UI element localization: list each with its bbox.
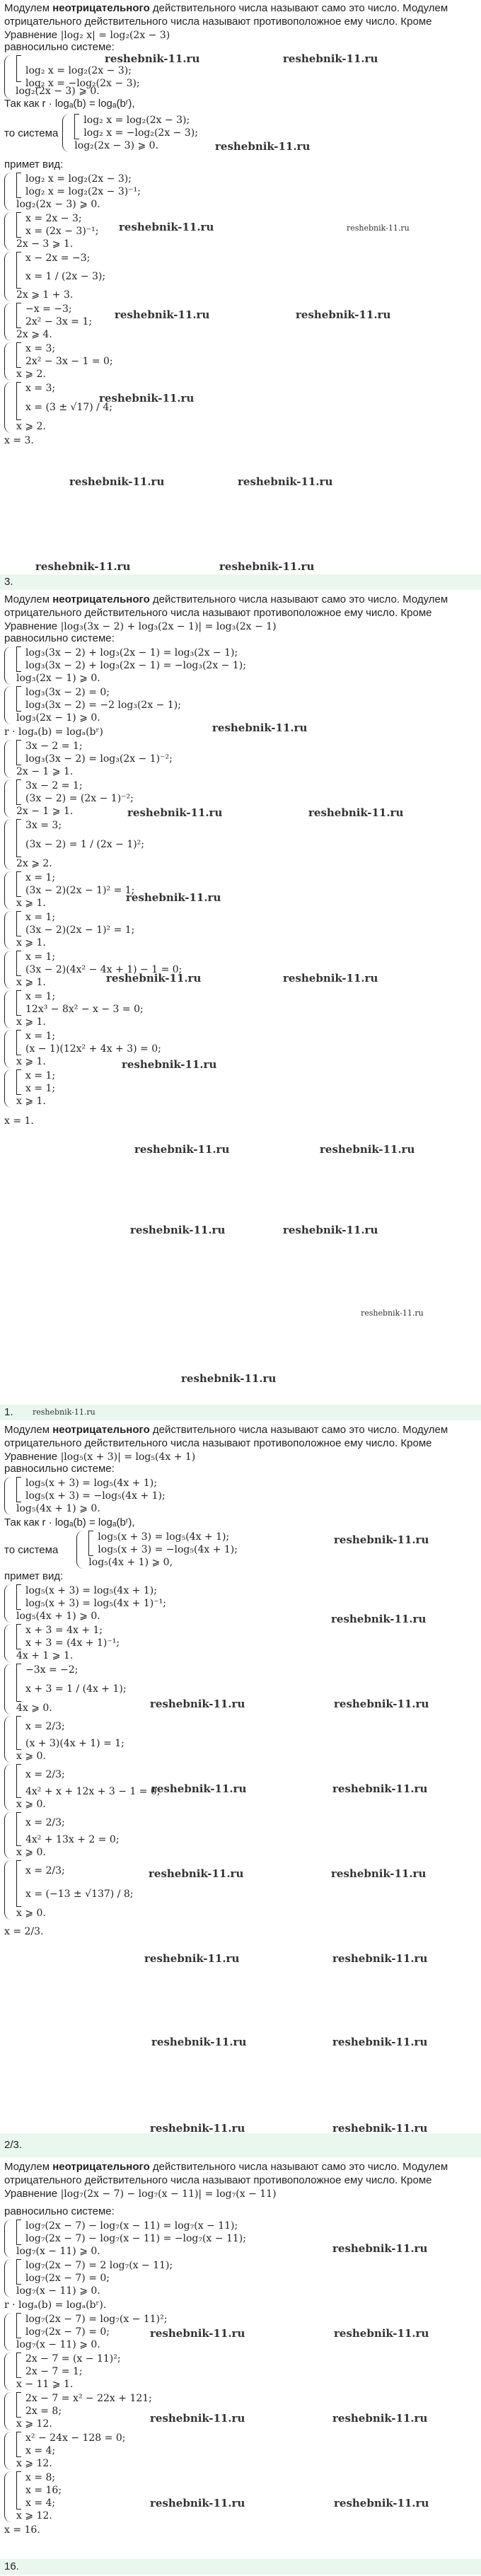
system [4, 1030, 481, 1068]
sys-line: log₃(2x − 1) ⩾ 0. [16, 712, 100, 724]
sys-line: log₃(3x − 2) + log₃(2x − 1) = −log₃(2x − 1); [25, 660, 246, 671]
sys-line: log₇(2x − 7) − log₇(x − 11) = −log₇(x − 11); [25, 2233, 246, 2244]
sys-line: 2x = 8; [25, 2406, 62, 2417]
sys-line: log₇(x − 11) ⩾ 0. [16, 2246, 100, 2257]
sys-line: x ⩾ 0. [16, 1751, 46, 1762]
sys-line: 3x − 2 = 1; [25, 780, 83, 791]
intro-text: Модулем неотрицательного действительного числа называют само это число. Модулем отрицательного действительного числа называют противоположное ему число. Кроме [4, 593, 448, 619]
sys-line: log₅(x + 3) = log₅(4x + 1); [25, 1585, 157, 1596]
watermark: reshebnik-11.ru [126, 891, 221, 904]
equation: |log₅(x + 3)| = log₅(4x + 1) [60, 1451, 196, 1463]
equiv-text: равносильно системе: [4, 2205, 115, 2217]
final-result: x = 1. [4, 1115, 34, 1127]
equation-label: Уравнение [4, 620, 58, 632]
sys-line: x = 16; [25, 2485, 62, 2496]
watermark: reshebnik-11.ru [332, 2122, 428, 2135]
sys-line: x = (2x − 3)⁻¹; [25, 226, 99, 237]
watermark: reshebnik-11.ru [332, 1782, 428, 1795]
sys-line: x = 2/3; [25, 1865, 65, 1876]
watermark: reshebnik-11.ru [320, 1143, 415, 1156]
sys-line: 2x − 3 ⩾ 1. [16, 238, 74, 250]
watermark: reshebnik-11.ru [283, 52, 378, 65]
watermark: reshebnik-11.ru [151, 1782, 247, 1795]
sys-line: (x + 3)(4x + 1) = 1; [25, 1738, 124, 1749]
watermark: reshebnik-11.ru [332, 2412, 428, 2425]
sys-line: x = 8; [25, 2472, 56, 2483]
watermark: reshebnik-11.ru [347, 224, 410, 233]
then-text: то система [4, 127, 59, 139]
sys-line: 3x = 3; [25, 820, 62, 831]
system [4, 2352, 481, 2391]
watermark: reshebnik-11.ru [332, 1952, 428, 1965]
system [76, 1531, 238, 1569]
sys-line: log₇(2x − 7) − log₇(x − 11) = log₇(x − 11); [25, 2220, 238, 2232]
sys-line: x = (3 ± √17) / 4; [25, 402, 112, 413]
system [4, 686, 481, 724]
watermark: reshebnik-11.ru [122, 1058, 217, 1071]
system [4, 1624, 481, 1662]
sys-line: x ⩾ 12. [16, 2418, 52, 2430]
sys-line: log₂ x = −log₂(2x − 3); [25, 78, 140, 89]
watermark: reshebnik-11.ru [134, 1143, 230, 1156]
intro-text: Модулем неотрицательного действительного числа называют само это число. Модулем отрицательного действительного числа называют противоположное ему число. Кроме [4, 2, 448, 28]
watermark: reshebnik-11.ru [130, 1224, 226, 1236]
final-result: x = 16. [4, 2524, 40, 2536]
sys-line: log₂ x = log₂(2x − 3)⁻¹; [25, 186, 141, 197]
equation: |log₃(3x − 2) + log₃(2x − 1)| = log₃(2x − 1) [60, 621, 277, 632]
sys-line: x − 11 ⩾ 1. [16, 2379, 74, 2390]
sys-line: x = 4; [25, 2497, 56, 2509]
since-text: r · logₐ(b) = logₐ(bʳ) [4, 726, 103, 738]
sys-line: x = 1; [25, 1070, 56, 1081]
sys-line: 2x² − 3x − 1 = 0; [25, 356, 113, 367]
since-text: Так как r · logₐ(b) = logₐ(bʳ), [4, 98, 135, 110]
sys-line: x ⩾ 1. [16, 1056, 46, 1067]
sys-line: x = 1; [25, 951, 56, 963]
sys-line: 2x − 1 ⩾ 1. [16, 806, 74, 817]
sys-line: 4x + 1 ⩾ 1. [16, 1650, 74, 1661]
watermark: reshebnik-11.ru [33, 1408, 95, 1417]
watermark: reshebnik-11.ru [144, 1952, 240, 1965]
sys-line: 12x³ − 8x² − x − 3 = 0; [25, 1004, 144, 1015]
sys-line: 2x − 7 = (x − 11)²; [25, 2353, 121, 2365]
sys-line: log₂(2x − 3) ⩾ 0. [16, 199, 100, 210]
sys-line: log₅(4x + 1) ⩾ 0. [16, 1611, 100, 1622]
sys-line: x ⩾ 2. [16, 421, 46, 432]
system [4, 779, 481, 818]
system [4, 951, 481, 989]
system [4, 646, 481, 685]
system [4, 303, 481, 341]
sys-line: −3x = −2; [25, 1664, 79, 1676]
answer-4: 16. [0, 2559, 481, 2575]
sys-line: 2x ⩾ 2. [16, 858, 52, 869]
sys-line: (x − 1)(12x² + 4x + 3) = 0; [25, 1043, 161, 1055]
system [4, 173, 481, 211]
watermark: reshebnik-11.ru [283, 972, 378, 985]
watermark: reshebnik-11.ru [127, 806, 223, 819]
watermark: reshebnik-11.ru [105, 52, 200, 65]
sys-line: log₇(2x − 7) = 2 log₇(x − 11); [25, 2260, 173, 2271]
watermark: reshebnik-11.ru [334, 1698, 429, 1710]
equiv-text: равносильно системе: [4, 1463, 115, 1475]
sys-line: log₅(x + 3) = log₅(4x + 1); [98, 1531, 230, 1543]
sys-line: 4x² + x + 12x + 3 − 1 = 0; [25, 1786, 161, 1797]
sys-line: x + 3 = 4x + 1; [25, 1625, 103, 1636]
watermark: reshebnik-11.ru [361, 1309, 424, 1318]
equation-label: Уравнение [4, 29, 58, 41]
sys-line: x − 2x = −3; [25, 253, 91, 264]
sys-line: x = 3; [25, 343, 56, 354]
final-result: x = 3. [4, 435, 34, 446]
sys-line: x ⩾ 2. [16, 369, 46, 380]
watermark: reshebnik-11.ru [99, 392, 195, 405]
then-text: то система [4, 1543, 59, 1556]
watermark: reshebnik-11.ru [331, 1613, 427, 1625]
sys-line: log₇(x − 11) ⩾ 0. [16, 2339, 100, 2350]
sys-line: log₂(2x − 3) ⩾ 0. [16, 86, 100, 97]
sys-line: x ⩾ 0. [16, 1847, 46, 1858]
watermark: reshebnik-11.ru [334, 1533, 429, 1546]
sys-line: log₂(2x − 3) ⩾ 0. [74, 140, 159, 151]
sys-line: −x = −3; [25, 303, 72, 315]
watermark: reshebnik-11.ru [149, 1867, 244, 1880]
sys-line: log₇(2x − 7) = 0; [25, 2273, 110, 2284]
watermark: reshebnik-11.ru [35, 560, 131, 573]
sys-line: x ⩾ 1. [16, 898, 46, 909]
watermark: reshebnik-11.ru [238, 475, 333, 488]
sys-line: x = (−13 ± √137) / 8; [25, 1889, 134, 1900]
sys-line: log₂ x = log₂(2x − 3); [25, 173, 132, 185]
watermark: reshebnik-11.ru [219, 560, 315, 573]
system [4, 1812, 481, 1859]
sys-line: (3x − 2)(4x² − 4x + 1) − 1 = 0; [25, 964, 182, 975]
solution-3 [0, 1422, 481, 1942]
sys-line: (3x − 2) = (2x − 1)⁻²; [25, 793, 134, 804]
sys-line: log₃(3x − 2) + log₃(2x − 1) = log₃(2x − 1); [25, 647, 238, 658]
sys-line: 4x ⩾ 0. [16, 1702, 52, 1714]
sys-line: 4x² + 13x + 2 = 0; [25, 1834, 120, 1845]
watermark: reshebnik-11.ru [296, 308, 391, 321]
sys-line: x = 1; [25, 872, 56, 883]
watermark: reshebnik-11.ru [150, 2122, 245, 2135]
sys-line: 2x − 1 ⩾ 1. [16, 766, 74, 777]
watermark: reshebnik-11.ru [106, 972, 202, 985]
since-text: Так как r · logₐ(b) = logₐ(bʳ), [4, 1516, 135, 1528]
sys-line: log₃(3x − 2) = 0; [25, 687, 110, 698]
sys-line: log₅(x + 3) = −log₅(4x + 1); [98, 1544, 238, 1555]
sys-line: 2x ⩾ 1 + 3. [16, 289, 74, 301]
sys-line: log₂ x = log₂(2x − 3); [25, 65, 132, 76]
watermark: reshebnik-11.ru [283, 1224, 378, 1236]
sys-line: (3x − 2) = 1 / (2x − 1)²; [25, 839, 145, 850]
sys-line: log₃(3x − 2) = −2 log₃(2x − 1); [25, 700, 181, 711]
watermark: reshebnik-11.ru [150, 2497, 245, 2510]
solution-4 [0, 2159, 481, 2536]
sys-line: 2x² − 3x = 1; [25, 316, 93, 327]
system [4, 990, 481, 1028]
watermark: reshebnik-11.ru [150, 1698, 245, 1710]
intro-text: Модулем неотрицательного действительного числа называют само это число. Модулем отрицательного действительного числа называют противоположное ему число. Кроме [4, 2161, 448, 2186]
answer-2: 1. [0, 1405, 481, 1420]
sys-line: x + 3 = (4x + 1)⁻¹; [25, 1637, 120, 1649]
sys-line: 2x − 7 = 1; [25, 2366, 83, 2377]
sys-line: log₅(x + 3) = −log₅(4x + 1); [25, 1490, 166, 1502]
system [4, 1477, 481, 1515]
sys-line: log₅(x + 3) = log₅(4x + 1)⁻¹; [25, 1598, 166, 1609]
sys-line: x + 3 = 1 / (4x + 1); [25, 1683, 127, 1695]
equation: |log₇(2x − 7) − log₇(x − 11)| = log₇(x − 11) [60, 2188, 277, 2200]
sys-line: x = 2/3; [25, 1721, 65, 1732]
watermark: reshebnik-11.ru [151, 2036, 247, 2048]
system [4, 740, 481, 778]
sys-line: x = 2/3; [25, 1817, 65, 1828]
sys-line: log₂ x = log₂(2x − 3); [83, 115, 190, 126]
sys-line: x = 1; [25, 912, 56, 923]
system [4, 911, 481, 949]
system [4, 2259, 481, 2297]
form-text: примет вид: [4, 1570, 64, 1582]
equiv-text: равносильно системе: [4, 41, 115, 53]
system [4, 382, 481, 433]
sys-line: x ⩾ 12. [16, 2510, 52, 2522]
system [4, 1069, 481, 1108]
sys-line: x ⩾ 0. [16, 1908, 46, 1919]
watermark: reshebnik-11.ru [308, 806, 404, 819]
answer-1: 3. [0, 574, 481, 590]
sys-line: log₇(x − 11) ⩾ 0. [16, 2285, 100, 2297]
equation: |log₂ x| = log₂(2x − 3) [60, 30, 170, 41]
sys-line: 3x − 2 = 1; [25, 741, 83, 752]
sys-line: log₅(4x + 1) ⩾ 0, [88, 1557, 173, 1568]
sys-line: log₇(2x − 7) = log₇(x − 11)²; [25, 2314, 168, 2325]
sys-line: log₃(3x − 2) = log₃(2x − 1)⁻²; [25, 753, 173, 765]
sys-line: x = 2x − 3; [25, 213, 82, 224]
sys-line: x = 1; [25, 1031, 56, 1042]
sys-line: x ⩾ 1. [16, 977, 46, 988]
answer-3: 2/3. [0, 2133, 481, 2157]
watermark: reshebnik-11.ru [69, 475, 165, 488]
sys-line: 2x ⩾ 4. [16, 329, 52, 340]
watermark: reshebnik-11.ru [115, 308, 210, 321]
sys-line: x ⩾ 1. [16, 1096, 46, 1107]
watermark: reshebnik-11.ru [334, 2327, 429, 2340]
system [4, 252, 481, 301]
watermark: reshebnik-11.ru [150, 2412, 245, 2425]
sys-line: x ⩾ 1. [16, 937, 46, 948]
since-text: r · logₐ(b) = logₐ(bʳ). [4, 2299, 107, 2311]
watermark: reshebnik-11.ru [331, 1867, 427, 1880]
system [4, 342, 481, 381]
sys-line: x = 4; [25, 2445, 56, 2456]
sys-line: (3x − 2)(2x − 1)² = 1; [25, 885, 135, 896]
watermark: reshebnik-11.ru [150, 2327, 245, 2340]
equation-label: Уравнение [4, 2188, 58, 2200]
sys-line: x = 2/3; [25, 1769, 65, 1780]
watermark: reshebnik-11.ru [334, 2497, 429, 2510]
system [4, 819, 481, 870]
watermark: reshebnik-11.ru [181, 1372, 277, 1385]
sys-line: x = 1 / (2x − 3); [25, 271, 106, 282]
equiv-text: равносильно системе: [4, 632, 115, 644]
sys-line: log₅(4x + 1) ⩾ 0. [16, 1503, 100, 1514]
system [4, 871, 481, 910]
equation-label: Уравнение [4, 1451, 58, 1463]
sys-line: log₂ x = −log₂(2x − 3); [83, 127, 198, 139]
sys-line: 2x − 7 = x² − 22x + 121; [25, 2393, 152, 2404]
sys-line: log₇(2x − 7) = 0; [25, 2326, 110, 2338]
sys-line: x² − 24x − 128 = 0; [25, 2432, 126, 2444]
system [62, 114, 198, 152]
watermark: reshebnik-11.ru [215, 140, 311, 153]
form-text: примет вид: [4, 158, 64, 170]
intro-text: Модулем неотрицательного действительного числа называют само это число. Модулем отрицательного действительного числа называют противоположное ему число. Кроме [4, 1424, 448, 1449]
watermark: reshebnik-11.ru [212, 721, 308, 734]
system [4, 2432, 481, 2470]
solution-2 [0, 591, 481, 1127]
system [4, 212, 481, 250]
sys-line: x ⩾ 1. [16, 1016, 46, 1028]
sys-line: x = 1; [25, 1083, 56, 1094]
final-result: x = 2/3. [4, 1926, 44, 1937]
watermark: reshebnik-11.ru [332, 2036, 428, 2048]
sys-line: log₅(x + 3) = log₅(4x + 1); [25, 1478, 157, 1489]
sys-line: x = 3; [25, 383, 56, 394]
sys-line: x ⩾ 0. [16, 1799, 46, 1810]
sys-line: log₃(2x − 1) ⩾ 0. [16, 673, 100, 684]
sys-line: x = 1; [25, 991, 56, 1002]
system [4, 1716, 481, 1763]
watermark: reshebnik-11.ru [332, 2242, 428, 2255]
sys-line: (3x − 2)(2x − 1)² = 1; [25, 924, 135, 936]
sys-line: x ⩾ 12. [16, 2458, 52, 2469]
watermark: reshebnik-11.ru [119, 221, 214, 233]
